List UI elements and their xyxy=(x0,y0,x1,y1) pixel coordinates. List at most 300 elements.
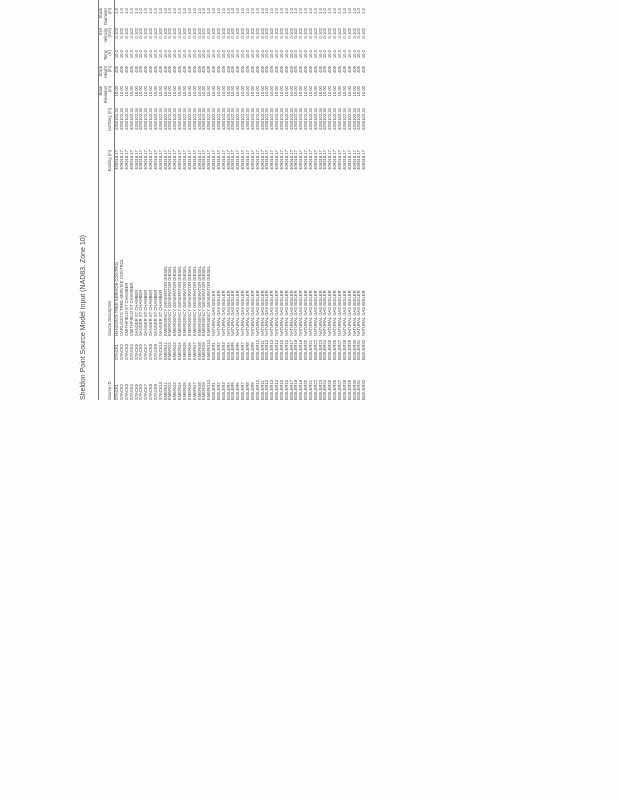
table-cell: 10.00 xyxy=(128,86,134,97)
table-cell: 4250102.34 xyxy=(346,108,352,131)
table-cell: 0.102 xyxy=(249,28,255,39)
table-cell: 10.00 xyxy=(114,86,120,97)
table-cell: NATURAL GAS BOILER xyxy=(254,290,260,336)
table-cell: BOILER2 xyxy=(215,382,221,400)
table-cell: 10.0 xyxy=(143,50,149,59)
table-cell: 4250102.34 xyxy=(123,108,129,131)
table-cell: 409318.17 xyxy=(259,150,265,170)
table-cell: 0.102 xyxy=(186,28,192,39)
table-cell: 1.0 xyxy=(133,8,139,14)
table-cell: 0.102 xyxy=(143,28,149,39)
table-cell: 4250102.34 xyxy=(351,108,357,131)
table-cell: 405 xyxy=(114,66,120,73)
table-cell: 10.00 xyxy=(332,86,338,97)
table-cell: 1.0 xyxy=(230,8,236,14)
table-cell: 1.0 xyxy=(254,8,260,14)
table-cell: 10.0 xyxy=(152,50,158,59)
table-cell: NATURAL GAS BOILER xyxy=(274,290,280,336)
table-cell: 10.00 xyxy=(269,86,275,97)
table-cell: 0.102 xyxy=(283,28,289,39)
table-cell: 0.102 xyxy=(293,28,299,39)
table-cell: 405 xyxy=(186,66,192,73)
table-cell: 4250102.34 xyxy=(332,108,338,131)
table-cell: 4250102.34 xyxy=(240,108,246,131)
table-cell: NATURAL GAS BOILER xyxy=(322,290,328,336)
table-cell: EMERG5 xyxy=(182,382,188,400)
table-cell: 0.102 xyxy=(259,28,265,39)
table-cell: 1.0 xyxy=(283,8,289,14)
table-cell: EMERG4 xyxy=(177,342,183,360)
table-cell: 405 xyxy=(157,66,163,73)
table-cell: 10.00 xyxy=(317,86,323,97)
table-cell: 10.00 xyxy=(148,86,154,97)
table-cell: 10.0 xyxy=(278,50,284,59)
table-cell: STACK8 xyxy=(148,344,154,360)
table-cell: 0.102 xyxy=(215,28,221,39)
table-cell: 405 xyxy=(143,66,149,73)
table-cell: 10.0 xyxy=(356,50,362,59)
table-cell: 10.00 xyxy=(201,86,207,97)
table-cell: 10.0 xyxy=(288,50,294,59)
table-cell: 1.0 xyxy=(114,8,120,14)
table-cell: 10.0 xyxy=(177,50,183,59)
table-cell: 10.00 xyxy=(225,86,231,97)
table-cell: 10.00 xyxy=(215,86,221,97)
table-cell: 4250102.34 xyxy=(269,108,275,131)
table-cell: 4250102.34 xyxy=(138,108,144,131)
table-cell: 10.0 xyxy=(182,50,188,59)
table-cell: 405 xyxy=(293,66,299,73)
table-cell: NATURAL GAS BOILER xyxy=(244,290,250,336)
table-cell: BOILER17 xyxy=(288,379,294,400)
table-cell: STACK4 xyxy=(128,384,134,400)
table-cell: 10.00 xyxy=(278,86,284,97)
table-cell: 0.102 xyxy=(322,28,328,39)
table-cell: 409318.17 xyxy=(128,150,134,170)
table-cell: 409318.17 xyxy=(167,150,173,170)
table-cell: 10.00 xyxy=(322,86,328,97)
table-cell: EMERG8 xyxy=(196,382,202,400)
table-cell: 405 xyxy=(206,66,212,73)
table-cell: 10.0 xyxy=(240,50,246,59)
table-cell: EMERG2 xyxy=(167,382,173,400)
table-cell: 10.0 xyxy=(274,50,280,59)
table-cell: EMERGENCY GENERATOR DIESEL xyxy=(177,265,183,336)
table-cell: 10.0 xyxy=(148,50,154,59)
table-cell: 1.0 xyxy=(143,8,149,14)
table-cell: 10.00 xyxy=(356,86,362,97)
table-cell: BOILER31 xyxy=(356,339,362,360)
table-cell: EMERGENCY GENERATOR DIESEL xyxy=(201,265,207,336)
table-cell: 409318.17 xyxy=(152,150,158,170)
table-cell: 10.00 xyxy=(157,86,163,97)
table-cell: NATURAL GAS BOILER xyxy=(264,290,270,336)
table-cell: 409318.17 xyxy=(230,150,236,170)
table-cell: BOILER15 xyxy=(278,339,284,360)
table-cell: 4250102.34 xyxy=(114,108,120,131)
table-cell: BOILER23 xyxy=(317,379,323,400)
table-cell: 0.102 xyxy=(196,28,202,39)
table-cell: 0.102 xyxy=(264,28,270,39)
table-cell: BOILER27 xyxy=(337,339,343,360)
table-cell: EMERGENCY GENERATOR DIESEL xyxy=(186,265,192,336)
table-cell: 409318.17 xyxy=(157,150,163,170)
table-cell: BOILER20 xyxy=(303,339,309,360)
table-cell: 4250102.34 xyxy=(211,108,217,131)
table-cell: 409318.17 xyxy=(148,150,154,170)
table-cell: BOILER21 xyxy=(307,379,313,400)
table-cell: 4250102.34 xyxy=(128,108,134,131)
table-cell: 10.0 xyxy=(346,50,352,59)
table-cell: 1.0 xyxy=(123,8,129,14)
table-cell: 405 xyxy=(182,66,188,73)
table-cell: 4250102.34 xyxy=(327,108,333,131)
table-cell: 10.0 xyxy=(303,50,309,59)
table-cell: 4250102.34 xyxy=(278,108,284,131)
table-cell: 405 xyxy=(201,66,207,73)
table-cell: BOILER17 xyxy=(288,339,294,360)
table-cell: STACK3 xyxy=(123,384,129,400)
table-cell: NATURAL GAS BOILER xyxy=(269,290,275,336)
table-cell: 0.102 xyxy=(356,28,362,39)
table-cell: 1.0 xyxy=(269,8,275,14)
table-cell: 0.102 xyxy=(152,28,158,39)
table-cell: 405 xyxy=(191,66,197,73)
table-cell: 10.0 xyxy=(191,50,197,59)
table-cell: 409318.17 xyxy=(283,150,289,170)
table-cell: BOILER32 xyxy=(361,339,367,360)
table-cell: 1.0 xyxy=(274,8,280,14)
table-cell: BOILER18 xyxy=(293,339,299,360)
table-cell: 4250102.34 xyxy=(249,108,255,131)
table-cell: NATURAL GAS BOILER xyxy=(220,290,226,336)
table-cell: 405 xyxy=(346,66,352,73)
table-cell: 405 xyxy=(177,66,183,73)
table-cell: 4250102.34 xyxy=(186,108,192,131)
table-cell: 409318.17 xyxy=(177,150,183,170)
table-cell: 10.0 xyxy=(259,50,265,59)
table-cell: 0.102 xyxy=(201,28,207,39)
table-cell: 10.0 xyxy=(341,50,347,59)
table-cell: 10.0 xyxy=(298,50,304,59)
table-cell: 0.102 xyxy=(177,28,183,39)
table-cell: 409318.17 xyxy=(303,150,309,170)
table-cell: 405 xyxy=(307,66,313,73)
table-cell: 1.0 xyxy=(196,8,202,14)
table-cell: 0.102 xyxy=(133,28,139,39)
table-cell: 409318.17 xyxy=(327,150,333,170)
table-cell: 409318.17 xyxy=(220,150,226,170)
table-cell: 10.00 xyxy=(283,86,289,97)
table-cell: 405 xyxy=(240,66,246,73)
table-cell: 4250102.34 xyxy=(274,108,280,131)
table-cell: 10.0 xyxy=(337,50,343,59)
table-cell: NATURAL GAS BOILER xyxy=(361,290,367,336)
table-cell: EMERG2 xyxy=(167,342,173,360)
table-cell: 0.102 xyxy=(244,28,250,39)
table-cell: 405 xyxy=(274,66,280,73)
table-cell: EMERG10 xyxy=(206,339,212,360)
table-cell: 4250102.34 xyxy=(220,108,226,131)
table-cell: 4250102.34 xyxy=(235,108,241,131)
table-cell: 0.102 xyxy=(225,28,231,39)
table-cell: 405 xyxy=(361,66,367,73)
table-cell: BOILER32 xyxy=(361,379,367,400)
table-cell: 10.00 xyxy=(254,86,260,97)
table-cell: 10.00 xyxy=(303,86,309,97)
table-cell: EMERG4 xyxy=(177,382,183,400)
table-cell: BOILER4 xyxy=(225,342,231,360)
table-cell: 1.0 xyxy=(220,8,226,14)
table-cell: EMERG7 xyxy=(191,382,197,400)
table-cell: 405 xyxy=(283,66,289,73)
table-cell: 409318.17 xyxy=(264,150,270,170)
table-cell: 10.00 xyxy=(230,86,236,97)
table-cell: EMERG9 xyxy=(201,342,207,360)
table-cell: 10.00 xyxy=(351,86,357,97)
table-cell: 4250102.34 xyxy=(317,108,323,131)
table-cell: 10.0 xyxy=(157,50,163,59)
table-cell: 4250102.34 xyxy=(283,108,289,131)
table-cell: 0.102 xyxy=(182,28,188,39)
table-cell: EMERGENCY GENERATOR DIESEL xyxy=(167,265,173,336)
table-cell: NATURAL GAS BOILER xyxy=(278,290,284,336)
table-cell: 405 xyxy=(138,66,144,73)
table-cell: 1.0 xyxy=(259,8,265,14)
table-cell: 1.0 xyxy=(249,8,255,14)
table-cell: NATURAL GAS BOILER xyxy=(230,290,236,336)
table-cell: 0.102 xyxy=(361,28,367,39)
table-cell: 10.00 xyxy=(196,86,202,97)
table-cell: 10.00 xyxy=(206,86,212,97)
table-cell: 1.0 xyxy=(186,8,192,14)
table-cell: 405 xyxy=(288,66,294,73)
table-cell: BOILER28 xyxy=(341,339,347,360)
table-cell: 0.102 xyxy=(230,28,236,39)
table-cell: 0.102 xyxy=(220,28,226,39)
table-cell: 409318.17 xyxy=(206,150,212,170)
table-cell: 1.0 xyxy=(346,8,352,14)
table-cell: 409318.17 xyxy=(211,150,217,170)
table-cell: 0.102 xyxy=(211,28,217,39)
table-cell: BOILER25 xyxy=(327,339,333,360)
table-cell: 0.102 xyxy=(317,28,323,39)
table-cell: 405 xyxy=(312,66,318,73)
table-cell: 4250102.34 xyxy=(303,108,309,131)
table-cell: STACK10 xyxy=(157,341,163,360)
table-cell: NATURAL GAS BOILER xyxy=(307,290,313,336)
table-cell: 10.0 xyxy=(322,50,328,59)
table-cell: 4250102.34 xyxy=(177,108,183,131)
table-cell: 10.0 xyxy=(332,50,338,59)
table-cell: EMERG7 xyxy=(191,342,197,360)
table-cell: 409318.17 xyxy=(191,150,197,170)
table-cell: 0.102 xyxy=(206,28,212,39)
table-cell: 405 xyxy=(259,66,265,73)
table-cell: 4250102.34 xyxy=(341,108,347,131)
table-cell: 405 xyxy=(119,66,125,73)
table-cell: NATURAL GAS BOILER xyxy=(215,290,221,336)
table-cell: 409318.17 xyxy=(249,150,255,170)
table-cell: EMERGENCY GENERATOR DIESEL xyxy=(196,265,202,336)
table-cell: 10.00 xyxy=(274,86,280,97)
table-cell: 409318.17 xyxy=(186,150,192,170)
table-cell: 409318.17 xyxy=(133,150,139,170)
table-cell: 0.102 xyxy=(274,28,280,39)
table-cell: 405 xyxy=(356,66,362,73)
table-cell: BOILER3 xyxy=(220,382,226,400)
table-cell: BOILER16 xyxy=(283,339,289,360)
table-cell: 4250102.34 xyxy=(259,108,265,131)
table-cell: 4250102.34 xyxy=(206,108,212,131)
table-cell: 1.0 xyxy=(322,8,328,14)
table-cell: 10.00 xyxy=(177,86,183,97)
table-cell: 1.0 xyxy=(211,8,217,14)
table-cell: 4250102.34 xyxy=(133,108,139,131)
table-cell: BOILER15 xyxy=(278,379,284,400)
table-cell: 409318.17 xyxy=(143,150,149,170)
table-cell: BOILER29 xyxy=(346,339,352,360)
table-cell: 1.0 xyxy=(235,8,241,14)
table-cell: 4250102.34 xyxy=(244,108,250,131)
table-cell: 4250102.34 xyxy=(225,108,231,131)
table-cell: 1.0 xyxy=(206,8,212,14)
table-cell: 10.0 xyxy=(230,50,236,59)
table-cell: 1.0 xyxy=(317,8,323,14)
table-cell: STACK4 xyxy=(128,344,134,360)
table-cell: 4250102.34 xyxy=(167,108,173,131)
table-cell: BOILER22 xyxy=(312,379,318,400)
table-cell xyxy=(362,0,367,6)
table-cell: BOILER4 xyxy=(225,382,231,400)
table-cell: BOILER24 xyxy=(322,379,328,400)
table-cell: 0.102 xyxy=(123,28,129,39)
table-cell: 10.00 xyxy=(341,86,347,97)
table-cell: 10.0 xyxy=(196,50,202,59)
table-cell: 4250102.34 xyxy=(191,108,197,131)
table-cell: STACK7 xyxy=(143,384,149,400)
table-cell: EMERGENCY GENERATOR DIESEL xyxy=(172,265,178,336)
table-cell: BOILER8 xyxy=(244,382,250,400)
table-cell: 405 xyxy=(303,66,309,73)
table-cell: EMERGENCY GENERATOR DIESEL xyxy=(191,265,197,336)
table-cell: 10.00 xyxy=(186,86,192,97)
table-cell: 0.102 xyxy=(162,28,168,39)
table-cell: 0.102 xyxy=(235,28,241,39)
table-cell: 10.0 xyxy=(201,50,207,59)
table-cell: 409318.17 xyxy=(244,150,250,170)
table-cell: 409318.17 xyxy=(138,150,144,170)
table-cell: STACK2 xyxy=(119,384,125,400)
table-cell: 1.0 xyxy=(361,8,367,14)
table-cell: STACK9 xyxy=(152,384,158,400)
table-cell: SMITHFIELD ST CHAMBER xyxy=(128,282,134,336)
table-cell: 4250102.34 xyxy=(337,108,343,131)
table-cell: 1.0 xyxy=(240,8,246,14)
table-cell: 0.102 xyxy=(327,28,333,39)
table-cell: SANGER ST CHAMBER xyxy=(157,289,163,336)
table-cell: 405 xyxy=(196,66,202,73)
table-cell: 0.102 xyxy=(128,28,134,39)
table-cell: 1.0 xyxy=(244,8,250,14)
table-cell: 4250102.34 xyxy=(201,108,207,131)
table-cell: 10.00 xyxy=(288,86,294,97)
table-cell: 409318.17 xyxy=(235,150,241,170)
table-cell: 0.102 xyxy=(269,28,275,39)
table-cell: 409318.17 xyxy=(196,150,202,170)
table-cell: 4250102.34 xyxy=(148,108,154,131)
table-cell: BOILER8 xyxy=(244,342,250,360)
table-cell: 1.0 xyxy=(191,8,197,14)
table-cell: SANGER ST CHAMBER xyxy=(133,289,139,336)
table-cell: BOILER10 xyxy=(254,339,260,360)
table-cell: 405 xyxy=(269,66,275,73)
table-cell: NATURAL GAS BOILER xyxy=(351,290,357,336)
table-cell: 10.00 xyxy=(162,86,168,97)
table-cell: 405 xyxy=(249,66,255,73)
table-cell: 1.0 xyxy=(332,8,338,14)
table-cell: BOILER10 xyxy=(254,379,260,400)
table-cell: STACK6 xyxy=(138,344,144,360)
table-cell: NATURAL GAS BOILER xyxy=(259,290,265,336)
table-cell: 1.0 xyxy=(177,8,183,14)
table-cell: NATURAL GAS BOILER xyxy=(332,290,338,336)
table-cell: 4250102.34 xyxy=(293,108,299,131)
table-cell: 4250102.34 xyxy=(322,108,328,131)
table-cell: NATURAL GAS BOILER xyxy=(356,290,362,336)
table-body xyxy=(115,0,367,400)
table-cell: 10.0 xyxy=(244,50,250,59)
table-cell: 1.0 xyxy=(172,8,178,14)
table-cell: 10.00 xyxy=(298,86,304,97)
table-cell: BOILER2 xyxy=(215,342,221,360)
table-cell: 409318.17 xyxy=(317,150,323,170)
table-cell: BOILER12 xyxy=(264,339,270,360)
table-cell: STACK6 xyxy=(138,384,144,400)
table-cell: EMERG1 xyxy=(162,382,168,400)
table-cell: BOILER13 xyxy=(269,379,275,400)
table-cell: 409318.17 xyxy=(322,150,328,170)
table-cell: BOILER18 xyxy=(293,379,299,400)
table-cell: 10.0 xyxy=(186,50,192,59)
table-cell: 10.00 xyxy=(143,86,149,97)
column-header: Base Elevation (m) xyxy=(98,84,114,106)
table-cell: NATURAL GAS BOILER xyxy=(288,290,294,336)
table-cell: EMERG3 xyxy=(172,342,178,360)
table-cell: 10.0 xyxy=(269,50,275,59)
table-cell: 409318.17 xyxy=(172,150,178,170)
table-cell: 10.0 xyxy=(119,50,125,59)
column-header xyxy=(98,0,114,6)
table-cell: BOILER29 xyxy=(346,379,352,400)
table-cell: 409318.17 xyxy=(332,150,338,170)
table-cell: 0.102 xyxy=(332,28,338,39)
table-cell: 4250102.34 xyxy=(162,108,168,131)
table-cell: 409318.17 xyxy=(293,150,299,170)
table-cell: BOILER3 xyxy=(220,342,226,360)
column-header-row xyxy=(98,0,114,400)
table-cell: 4250102.34 xyxy=(254,108,260,131)
table-cell: 409318.17 xyxy=(356,150,362,170)
table-cell: 10.0 xyxy=(249,50,255,59)
table-cell: 1.0 xyxy=(167,8,173,14)
table-cell: 10.00 xyxy=(240,86,246,97)
table-cell: STACK5 xyxy=(133,384,139,400)
table-cell: 405 xyxy=(278,66,284,73)
table-cell: 405 xyxy=(162,66,168,73)
table-cell: 405 xyxy=(133,66,139,73)
table-cell: 409318.17 xyxy=(346,150,352,170)
